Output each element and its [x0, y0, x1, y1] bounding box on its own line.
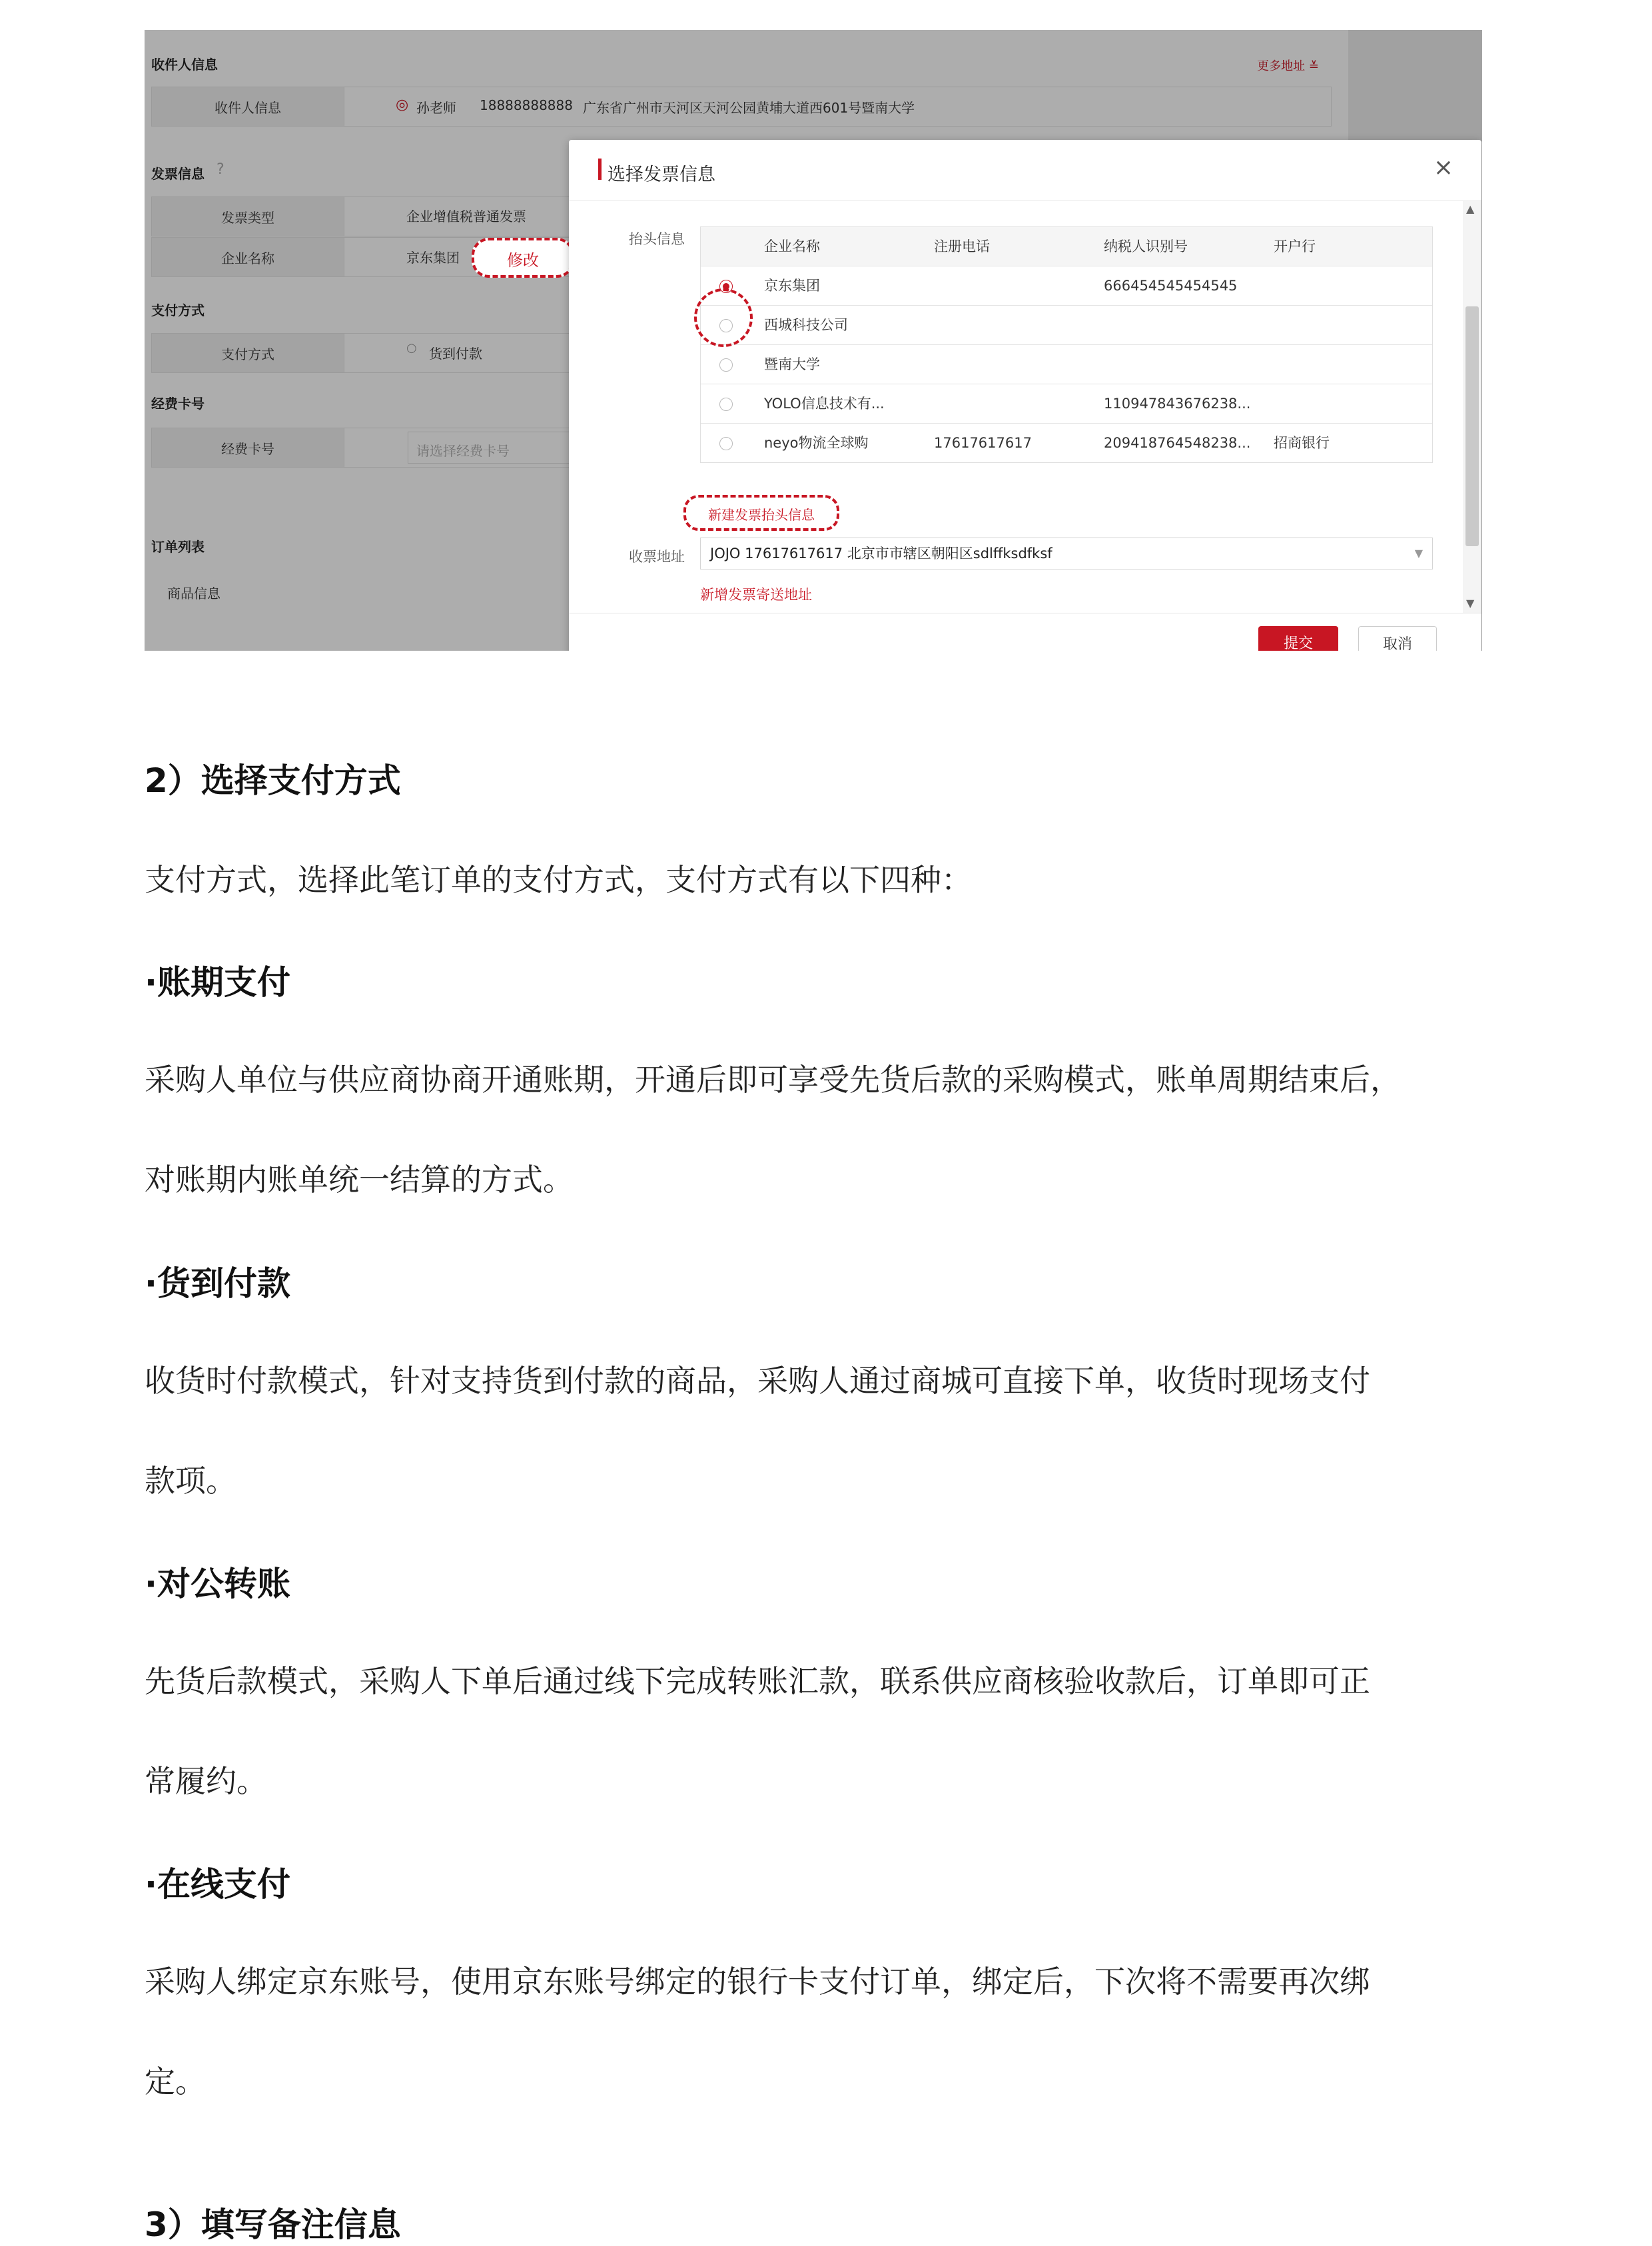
row-company: neyo物流全球购: [764, 435, 869, 451]
table-row[interactable]: [701, 345, 1432, 384]
invoice-section-title: 发票信息: [151, 166, 205, 182]
modal-scrollbar[interactable]: [1463, 200, 1481, 613]
company-label: 企业名称: [152, 238, 344, 276]
order-section-title: 订单列表: [151, 539, 205, 555]
invoice-type-value: 企业增值税普通发票: [406, 208, 526, 224]
radio-icon[interactable]: [719, 358, 733, 372]
payment-option[interactable]: 货到付款: [429, 346, 482, 362]
new-header-label: 新建发票抬头信息: [708, 507, 815, 523]
card-placeholder: 请选择经费卡号: [416, 443, 510, 459]
modify-button[interactable]: [472, 238, 574, 278]
method-4-line-1: 采购人绑定京东账号，使用京东账号绑定的银行卡支付订单，绑定后，下次将不需要再次绑: [145, 1964, 1370, 2000]
row-bank: 招商银行: [1274, 435, 1330, 451]
table-row[interactable]: [701, 384, 1432, 424]
recipient-phone: 18888888888: [480, 97, 573, 113]
method-2-line-2: 款项。: [145, 1463, 236, 1499]
row-company: 暨南大学: [764, 356, 820, 372]
modify-label: 修改: [507, 251, 539, 270]
header-info-label: 抬头信息: [629, 231, 685, 247]
section-heading-3: 3）填写备注信息: [145, 2205, 401, 2244]
recipient-address: 广东省广州市天河区天河公园黄埔大道西601号暨南大学: [583, 100, 915, 116]
method-3-line-2: 常履约。: [145, 1763, 267, 1799]
card-label: 经费卡号: [152, 428, 344, 467]
payment-radio-icon[interactable]: ○: [406, 341, 417, 355]
row-tax-id: 666454545454545: [1104, 278, 1238, 294]
method-1-line-2: 对账期内账单统一结算的方式。: [145, 1162, 574, 1198]
recipient-name: 孙老师: [416, 100, 456, 116]
new-address-link[interactable]: 新增发票寄送地址: [700, 587, 812, 603]
method-1-line-1: 采购人单位与供应商协商开通账期，开通后即可享受先货后款的采购模式，账单周期结束后，: [145, 1062, 1401, 1098]
modal-title-bar: [598, 159, 602, 180]
close-icon[interactable]: ×: [1433, 154, 1453, 181]
col-company: 企业名称: [764, 238, 820, 254]
radio-icon[interactable]: [719, 398, 733, 411]
address-value: JOJO 17617617617 北京市市辖区朝阳区sdlffksdfksf: [710, 546, 1052, 562]
table-header-row: [701, 227, 1432, 266]
method-title-3: ·对公转账: [145, 1565, 290, 1603]
table-row[interactable]: [701, 424, 1432, 462]
payment-section-title: 支付方式: [151, 302, 205, 318]
col-phone: 注册电话: [934, 238, 990, 254]
recipient-label: 收件人信息: [152, 87, 344, 126]
card-section-title: 经费卡号: [151, 396, 205, 412]
modal-title: 选择发票信息: [608, 165, 715, 185]
invoice-type-label: 发票类型: [152, 197, 344, 236]
submit-button[interactable]: 提交: [1258, 626, 1338, 651]
row-company: 西城科技公司: [764, 317, 848, 333]
method-4-line-2: 定。: [145, 2063, 206, 2099]
col-tax-id: 纳税人识别号: [1104, 238, 1188, 254]
method-title-2: ·货到付款: [145, 1264, 290, 1303]
table-row[interactable]: [701, 266, 1432, 306]
row-company: YOLO信息技术有...: [764, 396, 885, 412]
payment-label: 支付方式: [152, 334, 344, 372]
cancel-button[interactable]: 取消: [1358, 626, 1437, 651]
help-icon: ?: [216, 161, 224, 178]
section-heading-2: 2）选择支付方式: [145, 761, 401, 800]
table-row[interactable]: [701, 306, 1432, 345]
new-header-button[interactable]: [683, 495, 839, 531]
address-label: 收票地址: [629, 549, 685, 565]
scroll-down-icon[interactable]: ▼: [1466, 597, 1475, 609]
invoice-header-table: [700, 226, 1433, 463]
invoice-modal: [569, 140, 1481, 651]
row-tax-id: 209418764548238...: [1104, 435, 1251, 451]
recipient-section-title: 收件人信息: [151, 57, 218, 73]
intro-paragraph: 支付方式，选择此笔订单的支付方式，支付方式有以下四种：: [145, 862, 972, 898]
col-bank: 开户行: [1274, 238, 1316, 254]
method-2-line-1: 收货时付款模式，针对支持货到付款的商品，采购人通过商城可直接下单，收货时现场支付: [145, 1363, 1370, 1399]
method-title-1: ·账期支付: [145, 963, 290, 1002]
radio-icon[interactable]: [719, 437, 733, 450]
method-title-4: ·在线支付: [145, 1865, 290, 1904]
modal-header: [569, 140, 1481, 200]
goods-label: 商品信息: [167, 585, 220, 601]
scroll-thumb[interactable]: [1465, 306, 1479, 546]
chevron-down-icon: ▼: [1414, 547, 1423, 560]
order-screenshot: [145, 30, 1482, 651]
scroll-up-icon[interactable]: ▲: [1466, 202, 1475, 215]
location-pin-icon: ◎: [396, 97, 409, 113]
company-value: 京东集团: [406, 250, 460, 266]
more-address-link[interactable]: 更多地址 ≚: [1257, 59, 1319, 73]
row-tax-id: 110947843676238...: [1104, 396, 1251, 412]
row-company: 京东集团: [764, 278, 820, 294]
method-3-line-1: 先货后款模式，采购人下单后通过线下完成转账汇款，联系供应商核验收款后，订单即可正: [145, 1663, 1370, 1699]
address-select[interactable]: [700, 538, 1433, 569]
row-phone: 17617617617: [934, 435, 1032, 451]
selected-radio-highlight: [694, 288, 753, 347]
